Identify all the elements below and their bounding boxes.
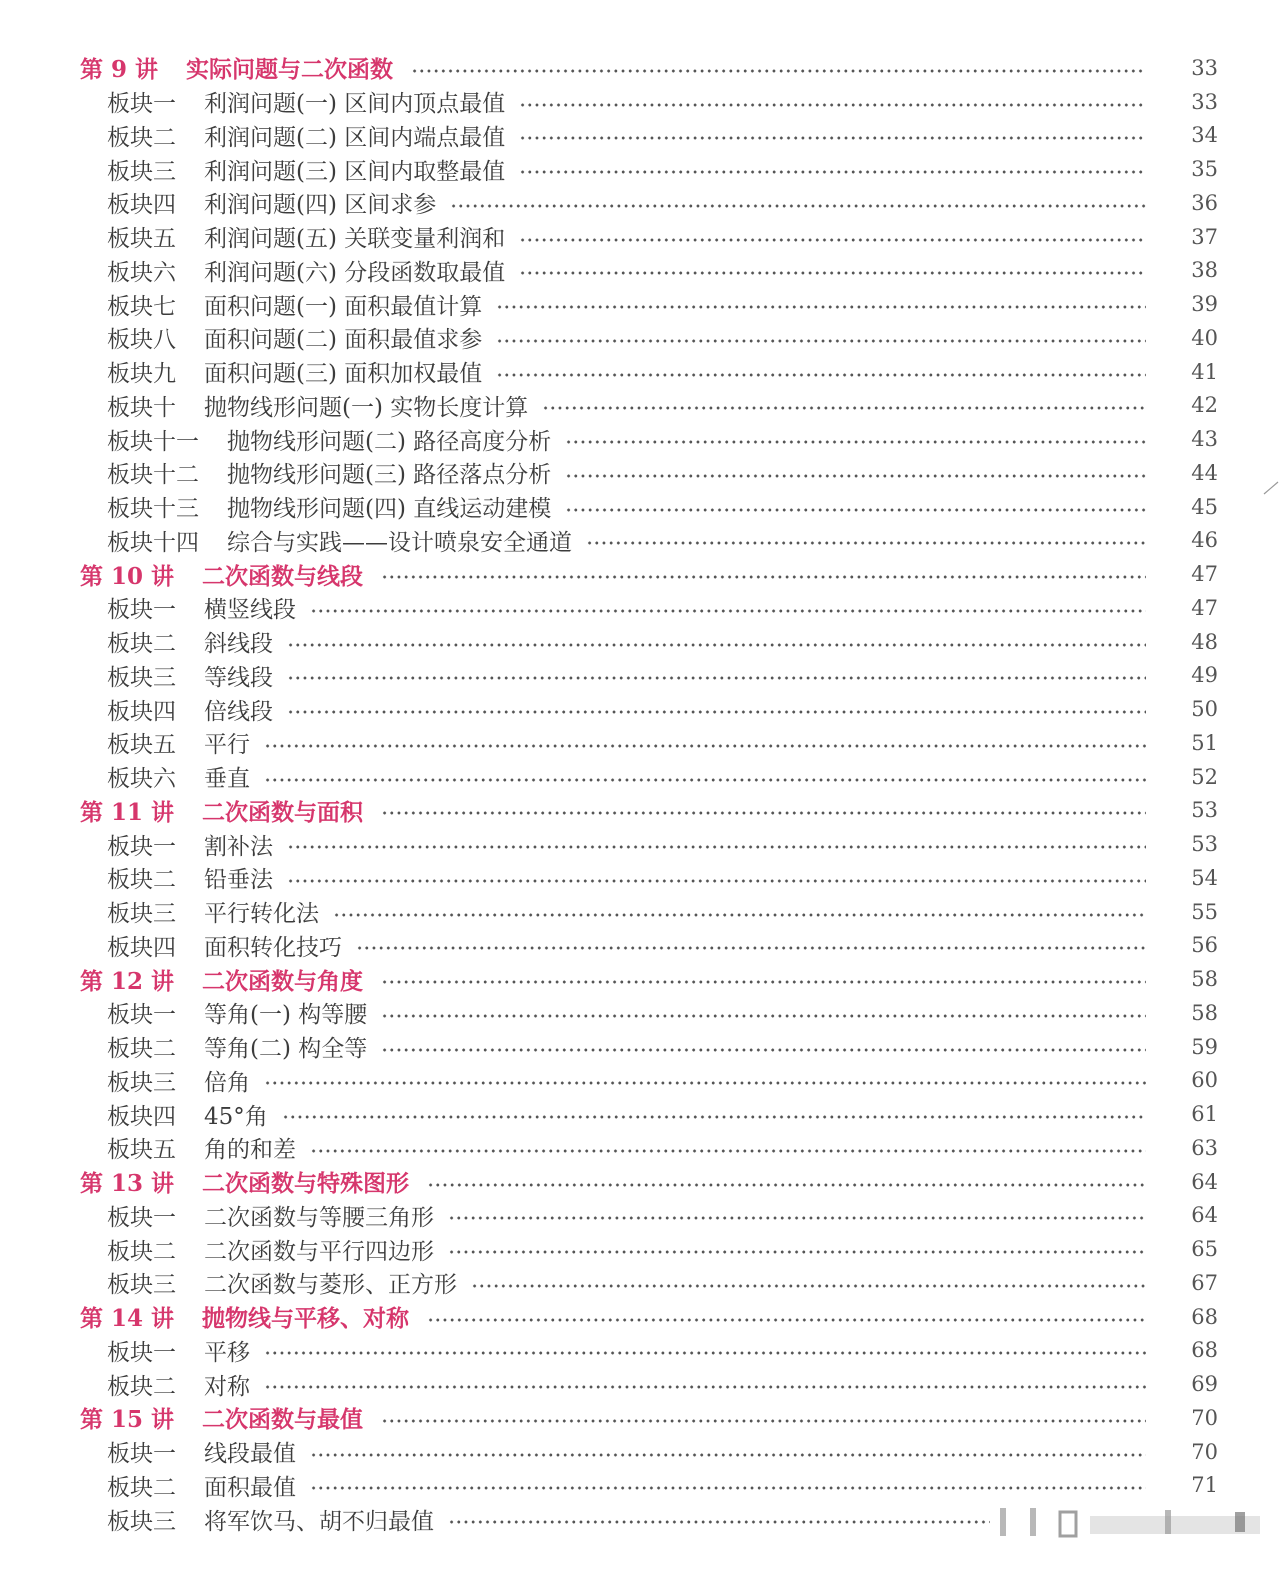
section-entry[interactable]	[0, 827, 1280, 861]
section-entry[interactable]	[0, 1064, 1280, 1098]
leader-dots	[542, 406, 1146, 410]
section-title: 横竖线段	[204, 597, 296, 624]
section-entry[interactable]	[0, 1469, 1280, 1503]
section-entry[interactable]	[0, 456, 1280, 490]
chapter-title: 二次函数与线段	[202, 562, 364, 590]
leader-dots	[310, 1453, 1146, 1457]
section-title: 抛物线形问题(一) 实物长度计算	[204, 394, 529, 421]
leader-dots	[310, 1486, 1146, 1490]
chapter-entry[interactable]	[0, 962, 1280, 996]
leader-dots	[287, 879, 1146, 883]
section-title: 对称	[204, 1373, 250, 1400]
chapter-title: 抛物线与平移、对称	[202, 1305, 410, 1333]
section-title: 利润问题(二) 区间内端点最值	[204, 124, 506, 151]
page-number: 50	[1191, 697, 1218, 722]
section-number: 板块三	[107, 664, 176, 691]
page-number: 59	[1191, 1034, 1218, 1059]
leader-dots	[333, 913, 1146, 917]
section-title: 倍线段	[204, 698, 273, 725]
chapter-title: 实际问题与二次函数	[186, 56, 394, 84]
section-number: 板块一	[107, 597, 176, 624]
section-number: 板块一	[107, 1204, 176, 1231]
leader-dots	[519, 136, 1146, 140]
page-number: 47	[1191, 562, 1218, 587]
section-number: 板块三	[107, 901, 176, 928]
leader-dots	[264, 1081, 1146, 1085]
leader-dots	[496, 373, 1146, 377]
page-number: 68	[1191, 1338, 1218, 1363]
leader-dots	[287, 643, 1146, 647]
page-number: 54	[1191, 865, 1218, 890]
section-number: 板块一	[107, 1002, 176, 1029]
section-number: 板块一	[107, 1441, 176, 1468]
section-number: 板块八	[107, 327, 176, 354]
section-title: 等线段	[204, 664, 273, 691]
section-number: 板块十四	[107, 529, 199, 556]
section-number: 板块五	[107, 1137, 176, 1164]
section-number: 板块十一	[107, 428, 199, 455]
section-entry[interactable]	[0, 524, 1280, 558]
chapter-number: 第 13 讲	[80, 1170, 175, 1198]
section-entry[interactable]	[0, 1131, 1280, 1165]
section-entry[interactable]	[0, 1097, 1280, 1131]
section-number: 板块三	[107, 158, 176, 185]
leader-dots	[411, 69, 1146, 73]
section-title: 利润问题(一) 区间内顶点最值	[204, 91, 506, 118]
section-title: 二次函数与平行四边形	[204, 1238, 434, 1265]
page-number: 33	[1191, 89, 1218, 114]
chapter-entry[interactable]	[0, 51, 1280, 85]
page-number: 60	[1191, 1068, 1218, 1093]
leader-dots	[381, 1014, 1146, 1018]
section-entry[interactable]	[0, 996, 1280, 1030]
chapter-entry[interactable]	[0, 1401, 1280, 1435]
section-entry[interactable]	[0, 220, 1280, 254]
section-entry[interactable]	[0, 1334, 1280, 1368]
section-title: 利润问题(四) 区间求参	[204, 192, 437, 219]
section-number: 板块二	[107, 1036, 176, 1063]
page-number: 64	[1191, 1203, 1218, 1228]
section-title: 倍角	[204, 1069, 250, 1096]
page-number: 48	[1191, 629, 1218, 654]
page-number: 58	[1191, 967, 1218, 992]
leader-dots	[565, 474, 1146, 478]
leader-dots	[496, 305, 1146, 309]
watermark-bars	[990, 1502, 1260, 1542]
section-entry[interactable]	[0, 287, 1280, 321]
page-number: 69	[1191, 1372, 1218, 1397]
page-number: 34	[1191, 123, 1218, 148]
section-entry[interactable]	[0, 355, 1280, 389]
section-number: 板块三	[107, 1508, 176, 1535]
section-number: 板块一	[107, 1339, 176, 1366]
chapter-number: 第 12 讲	[80, 967, 175, 995]
page-number: 58	[1191, 1000, 1218, 1025]
chapter-title: 二次函数与特殊图形	[202, 1170, 410, 1198]
chapter-title: 二次函数与角度	[202, 967, 364, 995]
leader-dots	[381, 1048, 1146, 1052]
section-title: 线段最值	[204, 1441, 296, 1468]
page-number: 67	[1191, 1270, 1218, 1295]
section-title: 抛物线形问题(三) 路径落点分析	[227, 462, 552, 489]
leader-dots	[282, 1115, 1146, 1119]
section-title: 抛物线形问题(二) 路径高度分析	[227, 428, 552, 455]
section-entry[interactable]	[0, 1435, 1280, 1469]
leader-dots	[381, 575, 1146, 579]
chapter-number: 第 10 讲	[80, 562, 175, 590]
section-title: 面积最值	[204, 1474, 296, 1501]
section-entry[interactable]	[0, 1367, 1280, 1401]
section-title: 等角(一) 构等腰	[204, 1002, 368, 1029]
section-title: 45°角	[204, 1103, 268, 1130]
leader-dots	[310, 1149, 1146, 1153]
leader-dots	[427, 1183, 1146, 1187]
chapter-entry[interactable]	[0, 794, 1280, 828]
page-number: 71	[1191, 1473, 1218, 1498]
section-entry[interactable]	[0, 321, 1280, 355]
section-entry[interactable]	[0, 389, 1280, 423]
section-number: 板块十二	[107, 462, 199, 489]
section-entry[interactable]	[0, 929, 1280, 963]
chapter-entry[interactable]	[0, 1300, 1280, 1334]
section-number: 板块二	[107, 867, 176, 894]
section-number: 板块四	[107, 698, 176, 725]
page-number: 63	[1191, 1135, 1218, 1160]
page-number: 51	[1191, 730, 1218, 755]
leader-dots	[381, 811, 1146, 815]
leader-dots	[519, 238, 1146, 242]
leader-dots	[356, 946, 1146, 950]
section-entry[interactable]	[0, 726, 1280, 760]
leader-dots	[264, 744, 1146, 748]
leader-dots	[287, 845, 1146, 849]
section-number: 板块十三	[107, 496, 199, 523]
section-entry[interactable]	[0, 1030, 1280, 1064]
section-number: 板块六	[107, 259, 176, 286]
leader-dots	[565, 440, 1146, 444]
section-entry[interactable]	[0, 659, 1280, 693]
section-title: 铅垂法	[204, 867, 273, 894]
chapter-title: 二次函数与最值	[202, 1406, 364, 1434]
section-entry[interactable]	[0, 186, 1280, 220]
page-number: 43	[1191, 427, 1218, 452]
table-of-contents	[0, 51, 1280, 1536]
page-number: 46	[1191, 528, 1218, 553]
section-number: 板块二	[107, 631, 176, 658]
section-title: 面积问题(二) 面积最值求参	[204, 327, 483, 354]
section-entry[interactable]	[0, 692, 1280, 726]
section-number: 板块五	[107, 226, 176, 253]
leader-dots	[448, 1250, 1146, 1254]
section-entry[interactable]	[0, 119, 1280, 153]
page-number: 68	[1191, 1304, 1218, 1329]
chapter-entry[interactable]	[0, 1165, 1280, 1199]
section-number: 板块二	[107, 124, 176, 151]
section-entry[interactable]	[0, 1266, 1280, 1300]
section-title: 利润问题(五) 关联变量利润和	[204, 226, 506, 253]
section-title: 利润问题(三) 区间内取整最值	[204, 158, 506, 185]
page-number: 65	[1191, 1237, 1218, 1262]
page-number: 70	[1191, 1439, 1218, 1464]
leader-dots	[519, 170, 1146, 174]
section-title: 平移	[204, 1339, 250, 1366]
page-number: 33	[1191, 55, 1218, 80]
section-number: 板块十	[107, 394, 176, 421]
section-title: 二次函数与等腰三角形	[204, 1204, 434, 1231]
page-number: 38	[1191, 258, 1218, 283]
section-number: 板块一	[107, 91, 176, 118]
chapter-number: 第 15 讲	[80, 1406, 175, 1434]
section-title: 综合与实践——设计喷泉安全通道	[227, 529, 572, 556]
leader-dots	[519, 103, 1146, 107]
section-title: 等角(二) 构全等	[204, 1036, 368, 1063]
section-title: 割补法	[204, 833, 273, 860]
section-number: 板块三	[107, 1069, 176, 1096]
section-title: 抛物线形问题(四) 直线运动建模	[227, 496, 552, 523]
leader-dots	[381, 1419, 1146, 1423]
leader-dots	[448, 1216, 1146, 1220]
leader-dots	[565, 508, 1146, 512]
leader-dots	[264, 1351, 1146, 1355]
page-number: 36	[1191, 190, 1218, 215]
section-number: 板块七	[107, 293, 176, 320]
section-number: 板块一	[107, 833, 176, 860]
section-entry[interactable]	[0, 85, 1280, 119]
section-title: 面积问题(三) 面积加权最值	[204, 361, 483, 388]
leader-dots	[264, 778, 1146, 782]
leader-dots	[471, 1284, 1146, 1288]
section-number: 板块二	[107, 1373, 176, 1400]
section-entry[interactable]	[0, 422, 1280, 456]
section-title: 二次函数与菱形、正方形	[204, 1272, 457, 1299]
section-entry[interactable]	[0, 895, 1280, 929]
section-number: 板块二	[107, 1238, 176, 1265]
section-entry[interactable]	[0, 760, 1280, 794]
section-entry[interactable]	[0, 591, 1280, 625]
chapter-entry[interactable]	[0, 557, 1280, 591]
section-title: 斜线段	[204, 631, 273, 658]
section-entry[interactable]	[0, 254, 1280, 288]
section-title: 面积问题(一) 面积最值计算	[204, 293, 483, 320]
section-number: 板块三	[107, 1272, 176, 1299]
leader-dots	[450, 204, 1146, 208]
chapter-title: 二次函数与面积	[202, 798, 364, 826]
section-number: 板块四	[107, 192, 176, 219]
section-title: 将军饮马、胡不归最值	[204, 1508, 434, 1535]
section-entry[interactable]	[0, 152, 1280, 186]
page-number: 55	[1191, 899, 1218, 924]
page-number: 45	[1191, 494, 1218, 519]
section-title: 平行	[204, 732, 250, 759]
section-title: 垂直	[204, 766, 250, 793]
section-title: 利润问题(六) 分段函数取最值	[204, 259, 506, 286]
page-number: 53	[1191, 798, 1218, 823]
leader-dots	[287, 676, 1146, 680]
leader-dots	[287, 710, 1146, 714]
leader-dots	[519, 271, 1146, 275]
page-number: 40	[1191, 325, 1218, 350]
leader-dots	[264, 1385, 1146, 1389]
chapter-number: 第 11 讲	[80, 798, 175, 826]
page-number: 56	[1191, 933, 1218, 958]
section-entry[interactable]	[0, 490, 1280, 524]
section-number: 板块四	[107, 934, 176, 961]
section-number: 板块六	[107, 766, 176, 793]
page-number: 49	[1191, 663, 1218, 688]
leader-dots	[381, 980, 1146, 984]
section-title: 平行转化法	[204, 901, 319, 928]
chapter-number: 第 14 讲	[80, 1305, 175, 1333]
page-number: 41	[1191, 359, 1218, 384]
leader-dots	[310, 609, 1146, 613]
chapter-number: 第 9 讲	[80, 56, 159, 84]
section-entry[interactable]	[0, 1199, 1280, 1233]
section-entry[interactable]	[0, 625, 1280, 659]
page-number: 44	[1191, 460, 1218, 485]
page-number: 53	[1191, 832, 1218, 857]
scan-mark	[1262, 478, 1280, 498]
page-number: 47	[1191, 595, 1218, 620]
section-title: 面积转化技巧	[204, 934, 342, 961]
page-number: 39	[1191, 292, 1218, 317]
leader-dots	[496, 339, 1146, 343]
section-title: 角的和差	[204, 1137, 296, 1164]
page-number: 37	[1191, 224, 1218, 249]
page-number: 35	[1191, 157, 1218, 182]
section-entry[interactable]	[0, 1232, 1280, 1266]
page-number: 70	[1191, 1405, 1218, 1430]
section-number: 板块四	[107, 1103, 176, 1130]
page-number: 61	[1191, 1102, 1218, 1127]
section-number: 板块五	[107, 732, 176, 759]
leader-dots	[427, 1318, 1146, 1322]
page-number: 52	[1191, 764, 1218, 789]
page-number: 42	[1191, 393, 1218, 418]
section-number: 板块九	[107, 361, 176, 388]
leader-dots	[586, 541, 1146, 545]
section-number: 板块二	[107, 1474, 176, 1501]
section-entry[interactable]	[0, 861, 1280, 895]
page-number: 64	[1191, 1169, 1218, 1194]
